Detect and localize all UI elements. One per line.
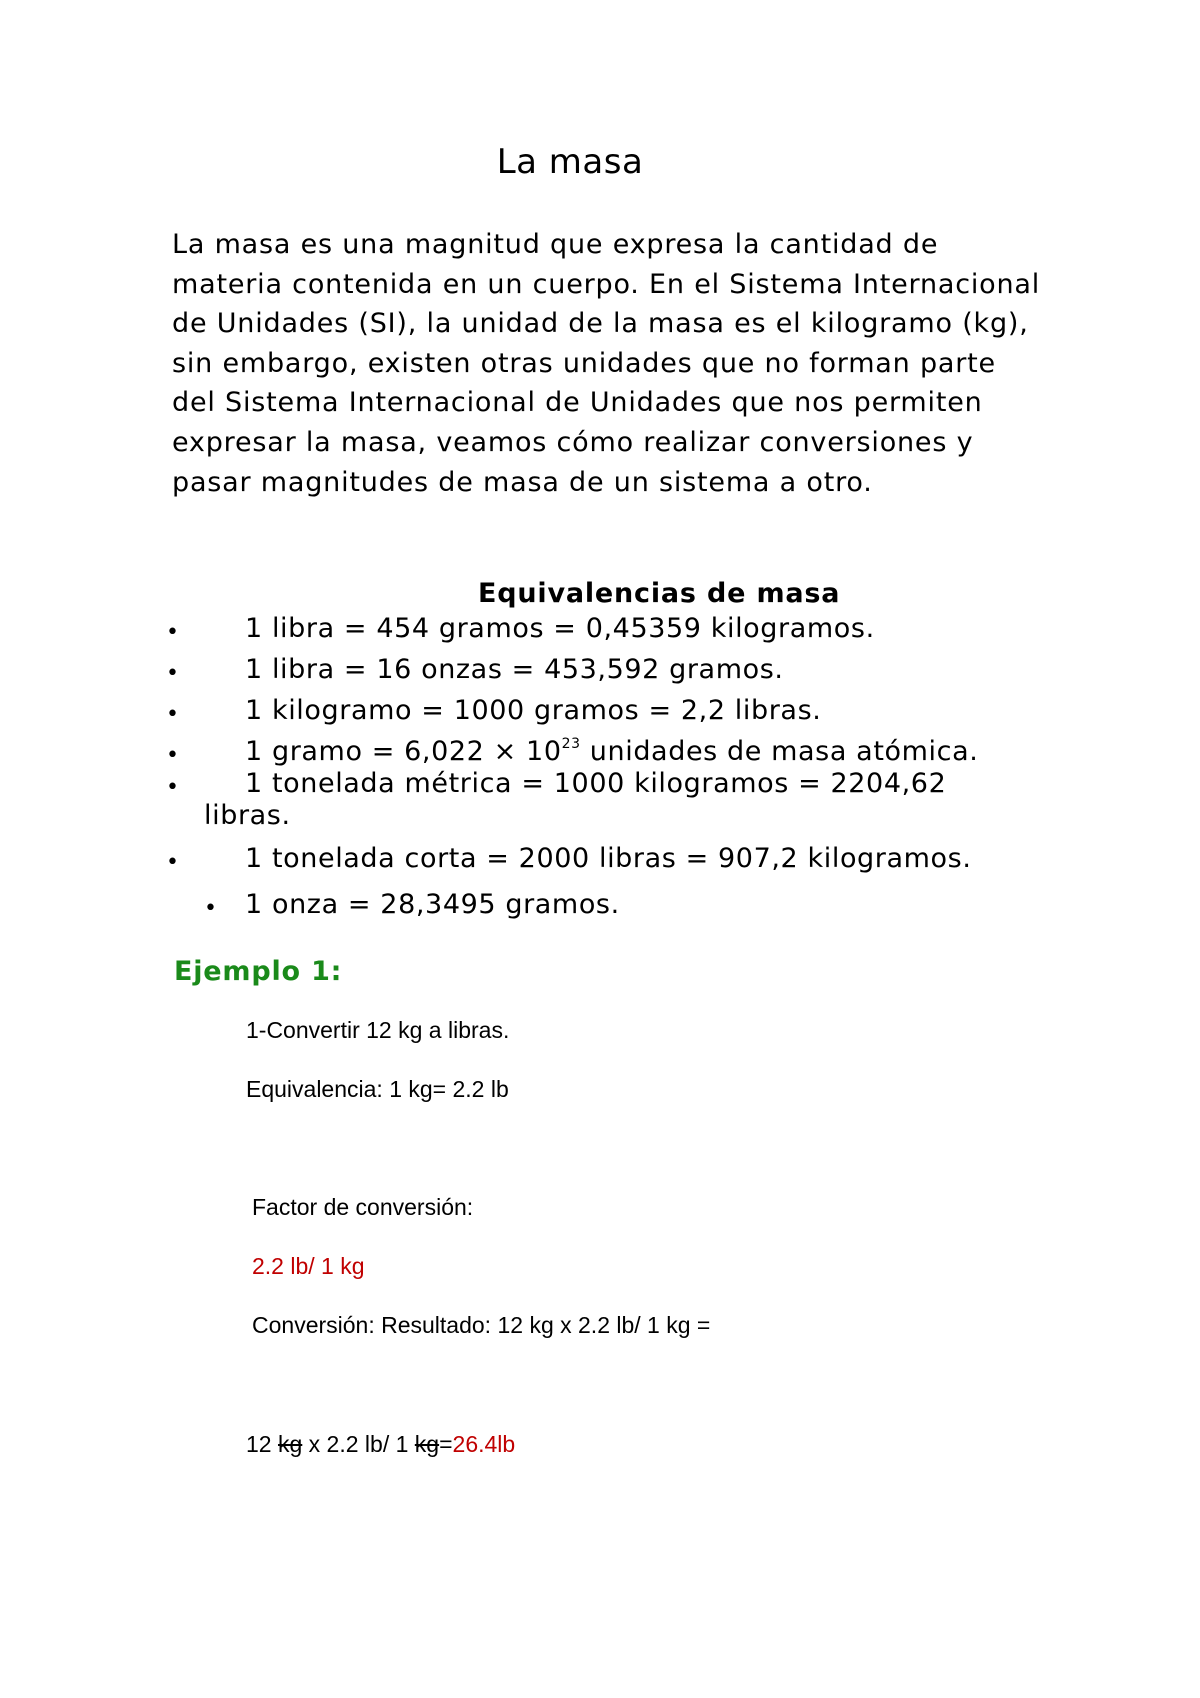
equivalence-text: 1 tonelada métrica = 1000 kilogramos = 2204,62 xyxy=(245,768,947,799)
equivalence-text-part: 1 gramo = 6,022 × 10 xyxy=(245,736,562,767)
bullet-icon: • xyxy=(166,743,179,768)
bullet-icon: • xyxy=(166,620,179,645)
bullet-icon: • xyxy=(166,661,179,686)
bullet-icon: • xyxy=(166,775,179,800)
example-heading: Ejemplo 1: xyxy=(174,956,343,987)
equivalence-text xyxy=(245,736,978,767)
conversion-factor: 2.2 lb/ 1 kg xyxy=(252,1253,365,1279)
equivalence-text: 1 onza = 28,3495 gramos. xyxy=(245,889,620,920)
result-value: 26.4lb xyxy=(452,1431,516,1457)
result-part: x 2.2 lb/ 1 xyxy=(302,1431,415,1457)
equivalence-text-continued: libras. xyxy=(204,800,291,831)
example-equivalence: Equivalencia: 1 kg= 2.2 lb xyxy=(246,1076,509,1102)
exponent: 23 xyxy=(561,736,581,752)
equivalence-text: 1 kilogramo = 1000 gramos = 2,2 libras. xyxy=(245,695,822,726)
conversion-line: Conversión: Resultado: 12 kg x 2.2 lb/ 1 kg = xyxy=(252,1312,711,1338)
result-part: 12 xyxy=(246,1431,278,1457)
equivalence-text-part: unidades de masa atómica. xyxy=(580,736,979,767)
bullet-icon: • xyxy=(166,702,179,727)
cancelled-unit: kg xyxy=(277,1431,303,1457)
page-title: La masa xyxy=(496,142,644,182)
example-task: 1-Convertir 12 kg a libras. xyxy=(246,1017,510,1043)
equivalence-text: 1 libra = 16 onzas = 453,592 gramos. xyxy=(245,654,784,685)
cancelled-unit: kg xyxy=(414,1431,440,1457)
equivalence-text: 1 libra = 454 gramos = 0,45359 kilogramos. xyxy=(245,613,875,644)
equals-sign: = xyxy=(439,1431,453,1457)
conversion-result-line xyxy=(246,1431,515,1458)
bullet-icon: • xyxy=(166,850,179,875)
equivalences-heading: Equivalencias de masa xyxy=(478,578,841,609)
conversion-factor-label: Factor de conversión: xyxy=(252,1194,474,1220)
equivalence-text: 1 tonelada corta = 2000 libras = 907,2 kilogramos. xyxy=(245,843,972,874)
intro-paragraph: La masa es una magnitud que expresa la cantidad de materia contenida en un cuerpo. En el Sistema Internacional de Unidades (SI), la unidad de la masa es el kilogramo (kg), sin embargo, existen otras unidades que no forman parte del Sistema Internacional de Unidades que nos permiten expresar la masa, veamos cómo realizar conversiones y pasar magnitudes de masa de un sistema a otro. xyxy=(172,229,1041,498)
bullet-icon: • xyxy=(204,896,217,921)
